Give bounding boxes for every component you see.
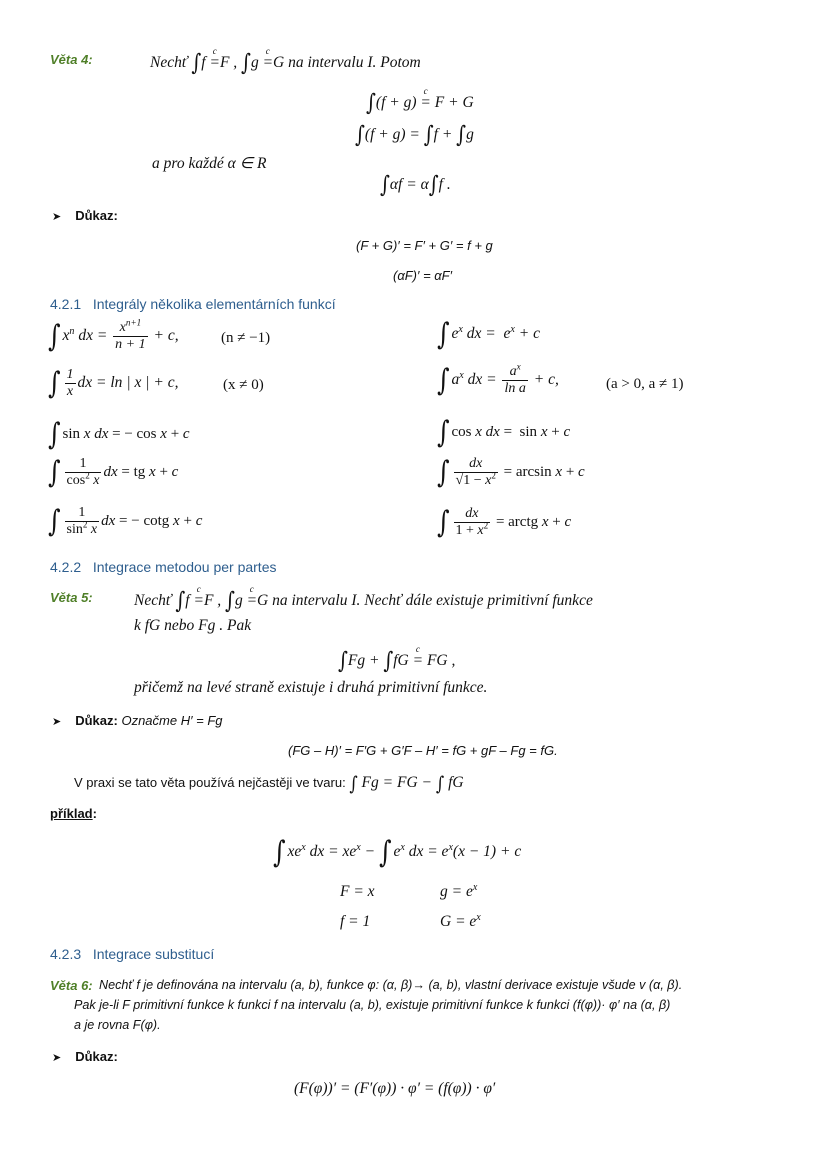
section-title: Integrace substitucí <box>92 946 215 962</box>
proof4-heading <box>52 208 118 223</box>
proof4-label: Důkaz: <box>75 208 118 223</box>
integral-reciprocal: ∫ $\frac{1}{x}$ dx = ln | x | + c, <box>48 365 179 401</box>
theorem5-formula: ∫Fg + ∫fG c = FG , <box>338 644 456 675</box>
arrow-bullet-icon: ➤ <box>52 716 62 728</box>
section-number: 4.2.2 <box>50 559 82 575</box>
example-G: $G = e^x$ <box>440 911 481 930</box>
cond-x: (x ≠ 0) <box>223 377 264 393</box>
theorem5-label: Věta 5: <box>50 590 93 605</box>
example-formula: ∫ $xe^x$ dx = $xe^x$ − ∫ $e^x$ dx = $e^x(x - 1) + c$ <box>273 834 522 870</box>
example-label <box>50 806 97 821</box>
proof4-line2: (αF)′ = αF′ <box>393 268 453 283</box>
cond-n: (n ≠ −1) <box>221 330 271 346</box>
theorem6-line2: Pak je-li F primitivní funkce k funkci f na intervalu (a, b), existuje primitivní funkce k funkci (f(φ))· φ′ na (α, β) <box>74 998 671 1012</box>
proof6-heading <box>52 1049 118 1064</box>
example-F: F = x <box>340 883 375 900</box>
example-g: $g = e^x$ <box>440 881 478 900</box>
practice-text: V praxi se tato věta používá nejčastěji ve tvaru: <box>74 775 346 790</box>
integral-cos2: ∫ $\frac{1}{\cos^2 x}$ dx = tg x + c <box>48 454 179 490</box>
theorem4-intro-end: na intervalu I. Potom <box>288 54 421 71</box>
integral-sin2: ∫ $\frac{1}{\sin^2 x}$ dx = − cotg x + c <box>48 503 203 539</box>
section-number: 4.2.3 <box>50 946 82 962</box>
section-4-2-2-heading <box>50 559 276 575</box>
section-title: Integrace metodou per partes <box>92 559 277 575</box>
section-title: Integrály několika elementárních funkcí <box>92 296 336 312</box>
theorem4-alpha-set: α ∈ R <box>227 155 267 172</box>
theorem4-statement: Nechť ∫f c =F , ∫g c =G na intervalu I. Potom <box>150 46 421 77</box>
theorem5-line3: přičemž na levé straně existuje i druhá primitivní funkce. <box>134 679 488 696</box>
proof4-line1: (F + G)′ = F′ + G′ = f + g <box>356 238 493 253</box>
example-g-text: g = e <box>440 883 473 900</box>
theorem4-intro: Nechť <box>150 54 188 71</box>
proof6-equation: (F(φ))′ = (F′(φ)) · φ′ = (f(φ)) · φ′ <box>294 1080 496 1097</box>
example-f: f = 1 <box>340 913 371 930</box>
theorem4-formula-1: ∫(f + g) c = F + G <box>366 86 474 117</box>
example-G-text: G = e <box>440 913 477 930</box>
theorem5-intro: Nechť <box>134 592 172 609</box>
integral-sin: ∫ sin x dx = − cos x + c <box>48 416 190 452</box>
section-4-2-3-heading <box>50 946 214 962</box>
integral-ax: ∫ $a^x$ dx = $\frac{a^x}{\text{ln a}}$ + c, <box>437 361 559 398</box>
theorem5-line2: k fG nebo Fg . Pak <box>134 617 252 634</box>
theorem4-label: Věta 4: <box>50 52 93 67</box>
theorem4-formula-2: ∫(f + g) = ∫f + ∫g <box>355 121 474 149</box>
theorem6-line3: a je rovna F(φ). <box>74 1018 161 1032</box>
proof6-label: Důkaz: <box>75 1049 118 1064</box>
section-4-2-1-heading <box>50 296 336 312</box>
integral-cos: ∫ cos x dx = sin x + c <box>437 414 571 450</box>
theorem4-and-each: a pro každé <box>152 155 224 172</box>
proof5-text: Označme H′ = Fg <box>121 713 223 728</box>
arrow-bullet-icon: ➤ <box>52 211 62 223</box>
section-number: 4.2.1 <box>50 296 82 312</box>
arrow-bullet-icon: ➤ <box>52 1052 62 1064</box>
example-colon: : <box>92 806 97 821</box>
example-word: příklad <box>50 806 93 821</box>
proof5-heading <box>52 713 223 728</box>
theorem5-statement: Nechť ∫f c =F , ∫g c =G na intervalu I. Nechť dále existuje primitivní funkce <box>134 584 593 615</box>
theorem5-intro-end: na intervalu I. Nechť dále existuje primitivní funkce <box>272 592 593 609</box>
theorem4-formula-3: ∫αf = α∫f . <box>380 171 451 199</box>
theorem6-line1: Nechť f je definována na intervalu (a, b), funkce φ: (α, β)→ (a, b), vlastní derivace existuje všude v (α, β). <box>99 978 683 992</box>
integral-arcsin: ∫ $\frac{dx}{√1 - x^2}$ = arcsin x + c <box>437 454 585 490</box>
integral-arctg: ∫ $\frac{dx}{1 + x^2}$ = arctg x + c <box>437 504 572 540</box>
theorem4-for-each <box>152 154 266 173</box>
proof5-practice: V praxi se tato věta používá nejčastěji ve tvaru: ∫ Fg = FG − ∫ fG <box>74 772 464 795</box>
cond-a: (a > 0, a ≠ 1) <box>606 376 684 392</box>
theorem6-label: Věta 6: <box>50 978 93 993</box>
proof5-equation: (FG – H)′ = F′G + G′F – H′ = fG + gF – Fg = fG. <box>288 743 558 758</box>
proof5-label: Důkaz: <box>75 713 118 728</box>
integral-exp: ∫ $e^x$ dx = $e^x + c$ <box>437 316 540 352</box>
integral-power: ∫ $x^n$ dx = $\frac{x^{n+1}}{n + 1}$ + c, <box>48 317 179 354</box>
